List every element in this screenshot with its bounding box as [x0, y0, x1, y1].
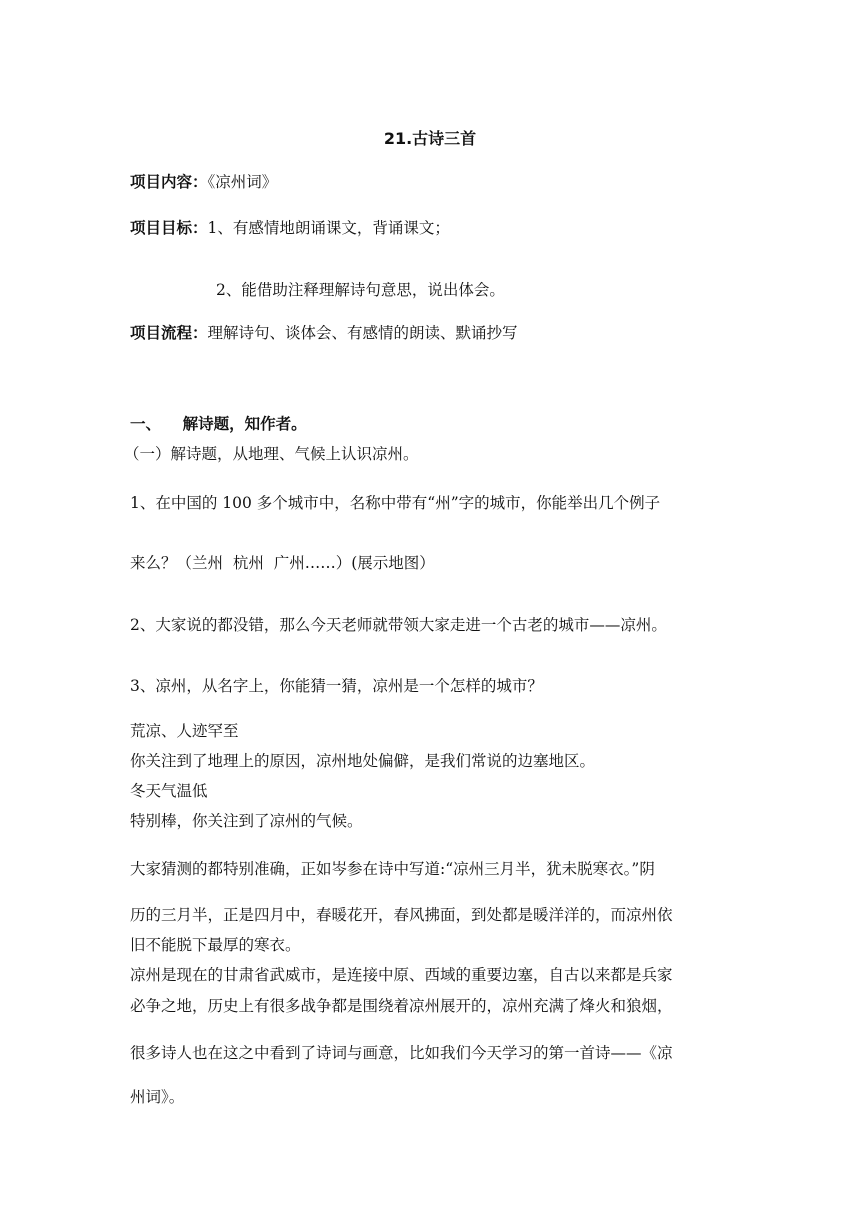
question-3: 3、凉州，从名字上，你能猜一猜，凉州是一个怎样的城市？: [130, 677, 543, 695]
question-1-line-2: 来么？（兰州 杭州 广州……）(展示地图）: [130, 554, 435, 572]
project-content-line: [130, 172, 277, 192]
project-content-value: 《凉州词》: [207, 173, 278, 191]
section-1-heading: 一、 解诗题，知作者。: [130, 415, 307, 433]
paragraph-2-line-3: 很多诗人也在这之中看到了诗词与画意，比如我们今天学习的第一首诗——《凉: [130, 1044, 673, 1062]
question-2: 2、大家说的都没错，那么今天老师就带领大家走进一个古老的城市——凉州。: [130, 616, 667, 634]
project-goal-line: [130, 218, 450, 238]
paragraph-1-line-2: 历的三月半，正是四月中，春暖花开，春风拂面，到处都是暖洋洋的，而凉州依: [130, 906, 673, 924]
project-flow-value: 理解诗句、谈体会、有感情的朗读、默诵抄写: [207, 324, 518, 342]
question-1-line-1: 1、在中国的 100 多个城市中，名称中带有“州”字的城市，你能举出几个例子: [130, 494, 661, 512]
project-flow-label: 项目流程：: [130, 324, 208, 342]
answer-1: 荒凉、人迹罕至: [130, 722, 239, 740]
paragraph-1-line-3: 旧不能脱下最厚的寒衣。: [130, 936, 301, 954]
project-goal-item-2: 2、能借助注释理解诗句意思，说出体会。: [216, 281, 505, 299]
subsection-1: （一）解诗题，从地理、气候上认识凉州。: [124, 445, 419, 463]
paragraph-2-line-2: 必争之地，历史上有很多战争都是围绕着凉州展开的，凉州充满了烽火和狼烟，: [130, 997, 673, 1015]
project-content-label: 项目内容：: [130, 173, 208, 191]
paragraph-2-line-4: 州词》。: [130, 1088, 185, 1106]
paragraph-2-line-1: 凉州是现在的甘肃省武威市，是连接中原、西域的重要边塞，自古以来都是兵家: [130, 966, 673, 984]
answer-3: 冬天气温低: [130, 782, 208, 800]
paragraph-1-line-1: 大家猜测的都特别准确，正如岑参在诗中写道:“凉州三月半，犹未脱寒衣。”阴: [130, 860, 655, 878]
project-goal-label: 项目目标：: [130, 219, 208, 237]
answer-4: 特别棒，你关注到了凉州的气候。: [130, 812, 363, 830]
project-goal-item-1: 1、有感情地朗诵课文，背诵课文；: [207, 219, 450, 237]
project-flow-line: [130, 323, 518, 343]
document-title: 21.古诗三首: [383, 129, 477, 148]
answer-2: 你关注到了地理上的原因，凉州地处偏僻，是我们常说的边塞地区。: [130, 752, 596, 770]
